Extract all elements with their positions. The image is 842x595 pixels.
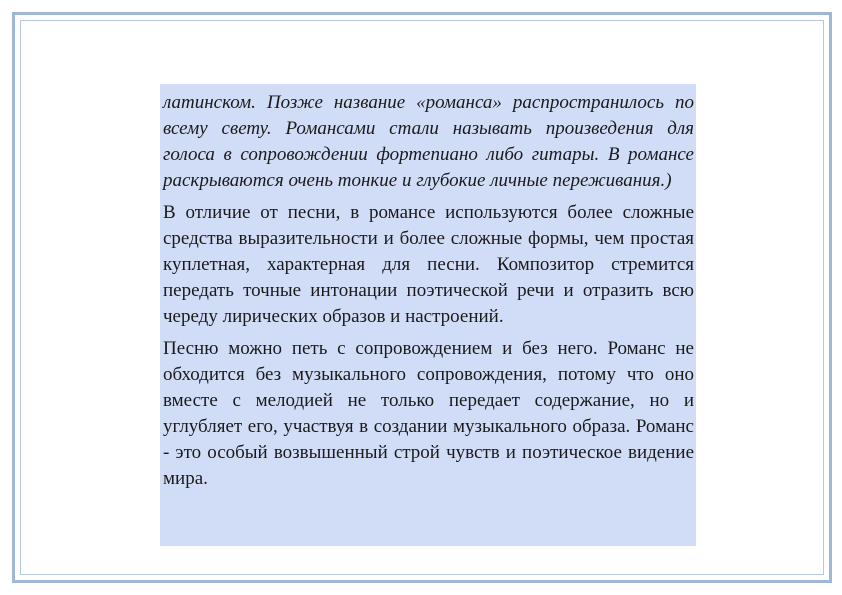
- paragraph-2: В отличие от песни, в романсе используются более сложные средства выразительности и более сложные формы, чем простая куплетная, характерная для песни. Композитор стремится передать точные интонации поэтической речи и отразить всю череду лирических образов и настроений.: [163, 202, 694, 327]
- paragraph-3: Песню можно петь с сопровождением и без него. Романс не обходится без музыкального сопровождения, потому что оно вместе с мелодией не только передает содержание, но и углубляет его, участвуя в создании музыкального образа. Романс - это особый возвышенный строй чувств и поэтическое видение мира.: [163, 338, 694, 489]
- paragraph-1: латинском. Позже название «романса» распространилось по всему свету. Романсами стали называть произведения для голоса в сопровождении фортепиано либо гитары. В романсе раскрываются очень тонкие и глубокие личные переживания.): [163, 92, 694, 191]
- text-panel: [160, 84, 696, 546]
